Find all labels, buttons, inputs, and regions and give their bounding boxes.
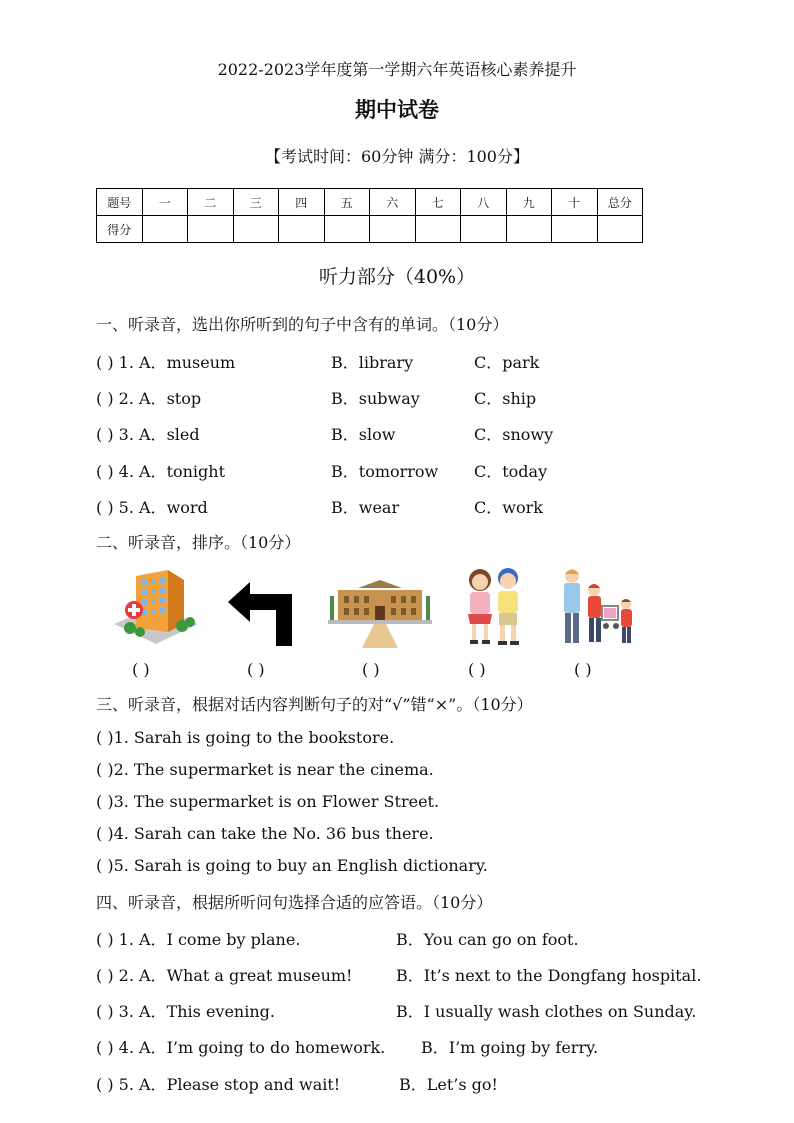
score-cell: 五 xyxy=(324,189,370,216)
question-option-c: C．work xyxy=(474,498,543,517)
question-option-b: B．wear xyxy=(331,498,400,517)
hospital-picture xyxy=(110,566,202,648)
score-input-cell[interactable] xyxy=(142,216,188,243)
order-answer-blank[interactable]: ( ) xyxy=(362,660,380,679)
exam-title: 期中试卷 xyxy=(355,97,439,122)
question-option-a: ( ) 5. A．Please stop and wait! xyxy=(96,1075,341,1094)
score-input-cell[interactable] xyxy=(370,216,416,243)
score-input-cell[interactable] xyxy=(597,216,643,243)
turn-left-arrow-icon xyxy=(226,582,298,648)
score-input-cell[interactable] xyxy=(233,216,279,243)
score-cell: 九 xyxy=(506,189,552,216)
order-answer-blank[interactable]: ( ) xyxy=(247,660,265,679)
question-option-a: ( ) 5. A．word xyxy=(96,498,208,517)
question-option-c: C．ship xyxy=(474,389,537,408)
list-item: ( )2. The supermarket is near the cinema. xyxy=(96,760,434,779)
score-table-header-row xyxy=(97,189,643,216)
score-cell: 八 xyxy=(461,189,507,216)
score-table-score-row xyxy=(97,216,643,243)
score-input-cell[interactable] xyxy=(552,216,598,243)
section4-title: 四、听录音，根据所听问句选择合适的应答语。（10分） xyxy=(96,893,493,912)
question-option-b: B．subway xyxy=(331,389,420,408)
children-walking-picture xyxy=(460,566,530,648)
score-cell: 六 xyxy=(370,189,416,216)
list-item: ( )3. The supermarket is on Flower Street. xyxy=(96,792,440,811)
question-option-a: ( ) 2. A．What a great museum! xyxy=(96,966,353,985)
order-answer-blank[interactable]: ( ) xyxy=(132,660,150,679)
score-cell: 四 xyxy=(279,189,325,216)
question-option-a: ( ) 2. A．stop xyxy=(96,389,202,408)
order-answer-blank[interactable]: ( ) xyxy=(468,660,486,679)
score-cell: 七 xyxy=(415,189,461,216)
question-option-a: ( ) 1. A．museum xyxy=(96,353,236,372)
question-option-c: C．today xyxy=(474,462,548,481)
list-item: ( )1. Sarah is going to the bookstore. xyxy=(96,728,395,747)
order-answer-blank[interactable]: ( ) xyxy=(574,660,592,679)
question-option-c: C．park xyxy=(474,353,540,372)
score-input-cell[interactable] xyxy=(506,216,552,243)
score-input-cell[interactable] xyxy=(461,216,507,243)
score-cell: 二 xyxy=(188,189,234,216)
question-option-b: B．I usually wash clothes on Sunday. xyxy=(396,1002,697,1021)
family-shopping-picture xyxy=(556,566,638,648)
question-option-b: B．Let’s go! xyxy=(399,1075,498,1094)
question-option-b: B．slow xyxy=(331,425,396,444)
question-option-b: B．You can go on foot. xyxy=(396,930,579,949)
score-cell: 总分 xyxy=(597,189,643,216)
question-option-b: B．tomorrow xyxy=(331,462,439,481)
question-option-c: C．snowy xyxy=(474,425,554,444)
question-option-b: B．I’m going by ferry. xyxy=(421,1038,599,1057)
question-option-a: ( ) 3. A．sled xyxy=(96,425,200,444)
question-option-a: ( ) 1. A．I come by plane. xyxy=(96,930,301,949)
exam-header-line: 2022-2023学年度第一学期六年英语核心素养提升 xyxy=(217,60,577,79)
section3-title: 三、听录音，根据对话内容判断句子的对“√”错“×”。（10分） xyxy=(96,695,533,714)
list-item: ( )4. Sarah can take the No. 36 bus there. xyxy=(96,824,434,843)
score-cell: 十 xyxy=(552,189,598,216)
question-option-a: ( ) 4. A．tonight xyxy=(96,462,226,481)
listening-part-title: 听力部分（40%） xyxy=(318,266,476,288)
question-option-b: B．It’s next to the Dongfang hospital. xyxy=(396,966,702,985)
score-input-cell[interactable] xyxy=(415,216,461,243)
question-option-b: B．library xyxy=(331,353,414,372)
section2-title: 二、听录音，排序。（10分） xyxy=(96,533,301,552)
score-cell: 三 xyxy=(233,189,279,216)
question-option-a: ( ) 3. A．This evening. xyxy=(96,1002,275,1021)
question-option-a: ( ) 4. A．I’m going to do homework. xyxy=(96,1038,386,1057)
museum-building-picture xyxy=(328,576,432,648)
list-item: ( )5. Sarah is going to buy an English dictionary. xyxy=(96,856,488,875)
section1-title: 一、听录音，选出你所听到的句子中含有的单词。（10分） xyxy=(96,315,509,334)
score-input-cell[interactable] xyxy=(324,216,370,243)
exam-time-info: 【考试时间：60分钟 满分：100分】 xyxy=(265,147,529,166)
score-cell: 一 xyxy=(142,189,188,216)
score-table xyxy=(96,188,643,243)
score-input-cell[interactable] xyxy=(279,216,325,243)
score-cell: 题号 xyxy=(97,189,143,216)
score-input-cell[interactable] xyxy=(188,216,234,243)
score-cell: 得分 xyxy=(97,216,143,243)
